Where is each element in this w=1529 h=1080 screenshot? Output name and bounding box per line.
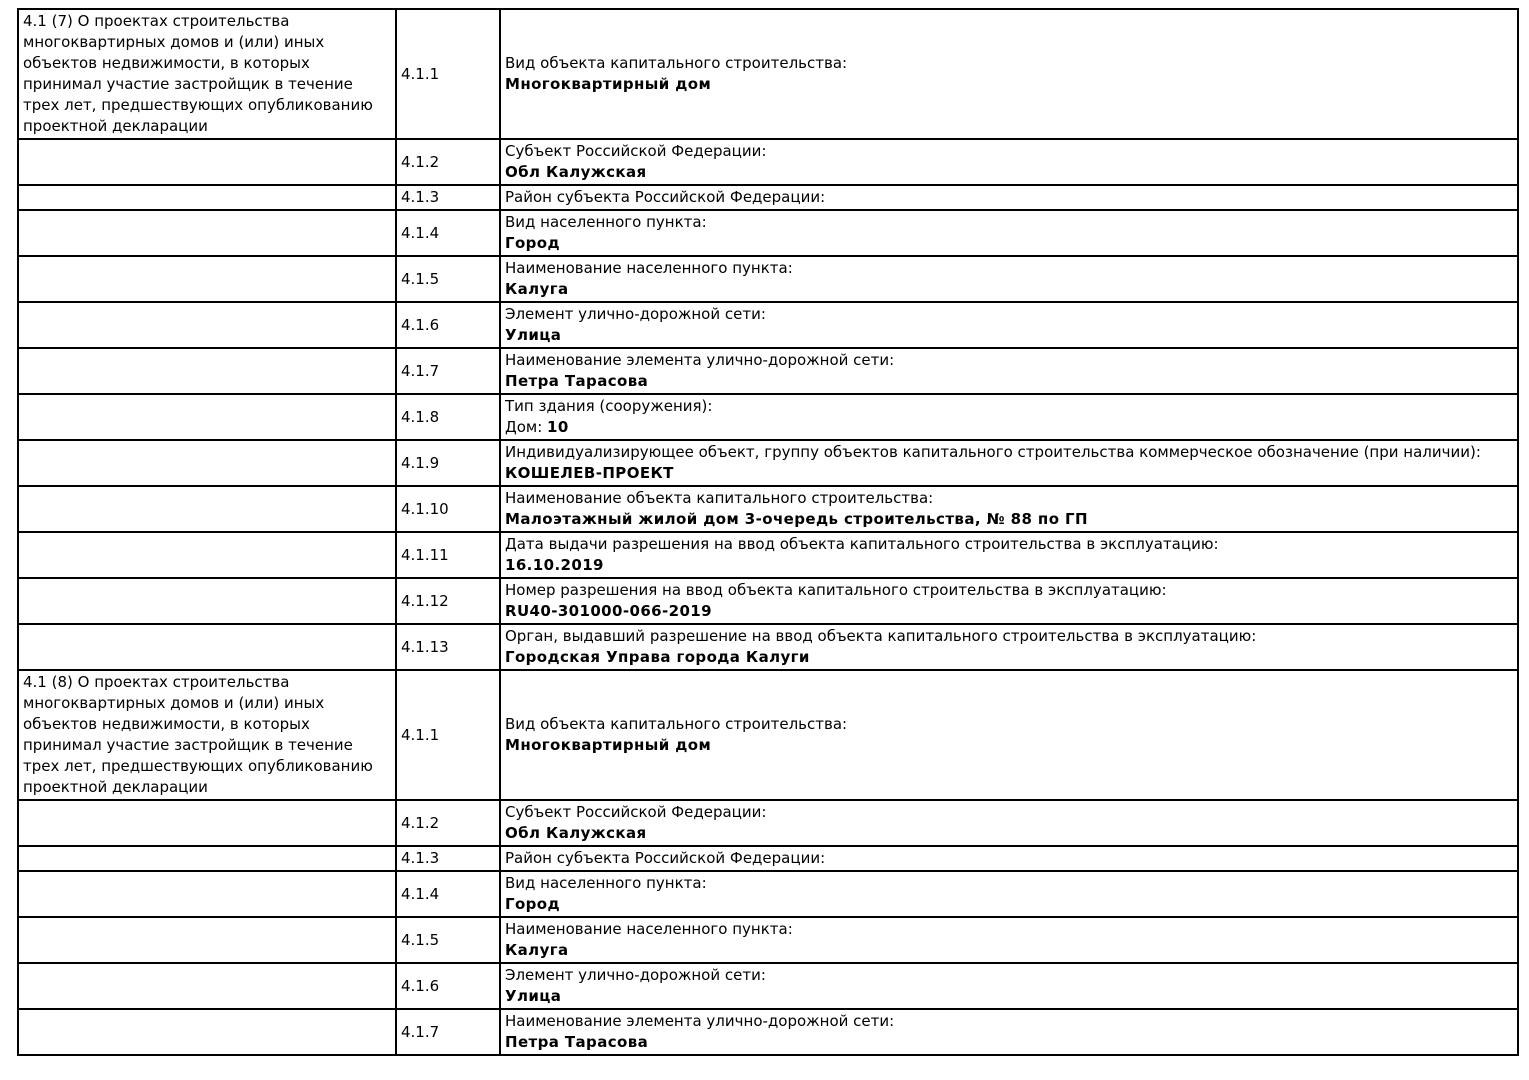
table-row <box>18 578 1518 624</box>
table-body <box>18 9 1518 1055</box>
item-number: 4.1.9 <box>401 453 440 472</box>
field-label: Элемент улично-дорожной сети: <box>505 305 766 323</box>
field-value: КОШЕЛЕВ-ПРОЕКТ <box>505 464 674 482</box>
table-row <box>18 963 1518 1009</box>
table-row <box>18 846 1518 871</box>
table-row <box>18 302 1518 348</box>
section-description-cell <box>18 440 396 486</box>
field-cell <box>500 1009 1518 1055</box>
field-cell <box>500 394 1518 440</box>
field-label: Наименование объекта капитального строительства: <box>505 489 934 507</box>
field-value: Калуга <box>505 941 569 959</box>
field-cell <box>500 624 1518 670</box>
field-cell <box>500 210 1518 256</box>
field-label: Орган, выдавший разрешение на ввод объекта капитального строительства в эксплуатацию: <box>505 627 1257 645</box>
item-number-cell <box>396 800 500 846</box>
item-number-cell <box>396 917 500 963</box>
item-number: 4.1.6 <box>401 315 440 334</box>
item-number-cell <box>396 256 500 302</box>
item-number-cell <box>396 440 500 486</box>
field-value: Город <box>505 234 561 252</box>
item-number: 4.1.12 <box>401 591 449 610</box>
table-row <box>18 440 1518 486</box>
field-value-line <box>505 647 1513 668</box>
table-row <box>18 185 1518 210</box>
field-label: Номер разрешения на ввод объекта капитального строительства в эксплуатацию: <box>505 581 1167 599</box>
item-number: 4.1.7 <box>401 361 440 380</box>
field-cell <box>500 9 1518 139</box>
field-label: Индивидуализирующее объект, группу объектов капитального строительства коммерческое обозначение (при наличии): <box>505 443 1481 461</box>
table-row <box>18 670 1518 800</box>
item-number-cell <box>396 1009 500 1055</box>
section-description-cell <box>18 486 396 532</box>
field-cell <box>500 846 1518 871</box>
table-row <box>18 532 1518 578</box>
section-description: 4.1 (8) О проектах строительства многоквартирных домов и (или) иных объектов недвижимости, в которых принимал участие застройщик в течение трех лет, предшествующих опубликованию проектной декларации <box>23 673 373 796</box>
table-row <box>18 800 1518 846</box>
field-value: 10 <box>547 418 569 436</box>
item-number: 4.1.4 <box>401 223 440 242</box>
field-value-line <box>505 74 1513 95</box>
field-cell <box>500 486 1518 532</box>
section-description-cell <box>18 917 396 963</box>
field-value-line <box>505 601 1513 622</box>
section-description-cell <box>18 800 396 846</box>
field-label: Вид населенного пункта: <box>505 213 707 231</box>
table-row <box>18 624 1518 670</box>
field-value: 16.10.2019 <box>505 556 604 574</box>
field-label: Район субъекта Российской Федерации: <box>505 188 826 206</box>
item-number: 4.1.5 <box>401 269 440 288</box>
item-number-cell <box>396 302 500 348</box>
item-number-cell <box>396 210 500 256</box>
section-description-cell <box>18 670 396 800</box>
item-number-cell <box>396 963 500 1009</box>
field-cell <box>500 139 1518 185</box>
table-row <box>18 394 1518 440</box>
field-value: Улица <box>505 326 562 344</box>
field-value-line <box>505 463 1513 484</box>
section-description-cell <box>18 624 396 670</box>
item-number-cell <box>396 185 500 210</box>
field-value-line <box>505 325 1513 346</box>
item-number: 4.1.10 <box>401 499 449 518</box>
field-cell <box>500 578 1518 624</box>
field-value: Городская Управа города Калуги <box>505 648 810 666</box>
table-row <box>18 210 1518 256</box>
item-number: 4.1.4 <box>401 884 440 903</box>
item-number: 4.1.1 <box>401 64 440 83</box>
field-value-line <box>505 162 1513 183</box>
item-number: 4.1.8 <box>401 407 440 426</box>
field-value: Петра Тарасова <box>505 1033 649 1051</box>
item-number: 4.1.2 <box>401 152 440 171</box>
table-row <box>18 917 1518 963</box>
field-label: Субъект Российской Федерации: <box>505 803 767 821</box>
field-value: Петра Тарасова <box>505 372 649 390</box>
item-number-cell <box>396 670 500 800</box>
section-description-cell <box>18 348 396 394</box>
item-number-cell <box>396 348 500 394</box>
section-description-cell <box>18 578 396 624</box>
field-value-line <box>505 371 1513 392</box>
section-description-cell <box>18 532 396 578</box>
field-label: Элемент улично-дорожной сети: <box>505 966 766 984</box>
field-label: Субъект Российской Федерации: <box>505 142 767 160</box>
section-description-cell <box>18 846 396 871</box>
section-description-cell <box>18 210 396 256</box>
field-value-line <box>505 509 1513 530</box>
item-number: 4.1.1 <box>401 725 440 744</box>
field-cell <box>500 440 1518 486</box>
table-row <box>18 9 1518 139</box>
section-description-cell <box>18 256 396 302</box>
field-label: Вид населенного пункта: <box>505 874 707 892</box>
field-value-line <box>505 233 1513 254</box>
item-number: 4.1.3 <box>401 849 440 867</box>
section-description-cell <box>18 394 396 440</box>
item-number-cell <box>396 486 500 532</box>
item-number-cell <box>396 846 500 871</box>
table-row <box>18 348 1518 394</box>
field-value: Многоквартирный дом <box>505 75 712 93</box>
table-row <box>18 1009 1518 1055</box>
field-label: Тип здания (сооружения): <box>505 397 713 415</box>
field-label: Район субъекта Российской Федерации: <box>505 849 826 867</box>
field-cell <box>500 800 1518 846</box>
field-value: Улица <box>505 987 562 1005</box>
item-number: 4.1.11 <box>401 545 449 564</box>
field-value: Малоэтажный жилой дом 3-очередь строительства, № 88 по ГП <box>505 510 1088 528</box>
field-value: RU40-301000-066-2019 <box>505 602 712 620</box>
field-cell <box>500 917 1518 963</box>
section-description-cell <box>18 871 396 917</box>
table-row <box>18 139 1518 185</box>
field-cell <box>500 963 1518 1009</box>
section-description-cell <box>18 302 396 348</box>
table-row <box>18 871 1518 917</box>
field-value-line <box>505 555 1513 576</box>
item-number: 4.1.13 <box>401 637 449 656</box>
field-value: Обл Калужская <box>505 163 647 181</box>
field-value-line <box>505 735 1513 756</box>
item-number: 4.1.5 <box>401 930 440 949</box>
item-number-cell <box>396 624 500 670</box>
field-label: Наименование элемента улично-дорожной сети: <box>505 1012 895 1030</box>
field-value-line <box>505 417 1513 438</box>
item-number-cell <box>396 139 500 185</box>
field-cell <box>500 256 1518 302</box>
section-description: 4.1 (7) О проектах строительства многоквартирных домов и (или) иных объектов недвижимости, в которых принимал участие застройщик в течение трех лет, предшествующих опубликованию проектной декларации <box>23 12 373 135</box>
item-number-cell <box>396 9 500 139</box>
field-cell <box>500 348 1518 394</box>
item-number-cell <box>396 394 500 440</box>
item-number: 4.1.7 <box>401 1022 440 1041</box>
field-label: Наименование населенного пункта: <box>505 259 793 277</box>
field-value-prefix: Дом: <box>505 418 548 436</box>
field-value-line <box>505 823 1513 844</box>
section-description-cell <box>18 9 396 139</box>
field-cell <box>500 871 1518 917</box>
field-label: Наименование элемента улично-дорожной сети: <box>505 351 895 369</box>
field-cell <box>500 185 1518 210</box>
field-value-line <box>505 894 1513 915</box>
field-label: Вид объекта капитального строительства: <box>505 54 848 72</box>
field-value: Калуга <box>505 280 569 298</box>
item-number: 4.1.2 <box>401 813 440 832</box>
field-label: Вид объекта капитального строительства: <box>505 715 848 733</box>
field-cell <box>500 302 1518 348</box>
field-value: Город <box>505 895 561 913</box>
field-label: Наименование населенного пункта: <box>505 920 793 938</box>
section-description-cell <box>18 963 396 1009</box>
field-value: Обл Калужская <box>505 824 647 842</box>
item-number: 4.1.3 <box>401 188 440 206</box>
field-value-line <box>505 1032 1513 1053</box>
section-description-cell <box>18 139 396 185</box>
section-description-cell <box>18 185 396 210</box>
field-cell <box>500 532 1518 578</box>
field-label: Дата выдачи разрешения на ввод объекта капитального строительства в эксплуатацию: <box>505 535 1219 553</box>
field-value: Многоквартирный дом <box>505 736 712 754</box>
project-declaration-table <box>17 8 1519 1056</box>
item-number-cell <box>396 578 500 624</box>
section-description-cell <box>18 1009 396 1055</box>
item-number-cell <box>396 532 500 578</box>
item-number: 4.1.6 <box>401 976 440 995</box>
field-value-line <box>505 279 1513 300</box>
table-row <box>18 256 1518 302</box>
field-cell <box>500 670 1518 800</box>
table-row <box>18 486 1518 532</box>
field-value-line <box>505 986 1513 1007</box>
item-number-cell <box>396 871 500 917</box>
field-value-line <box>505 940 1513 961</box>
